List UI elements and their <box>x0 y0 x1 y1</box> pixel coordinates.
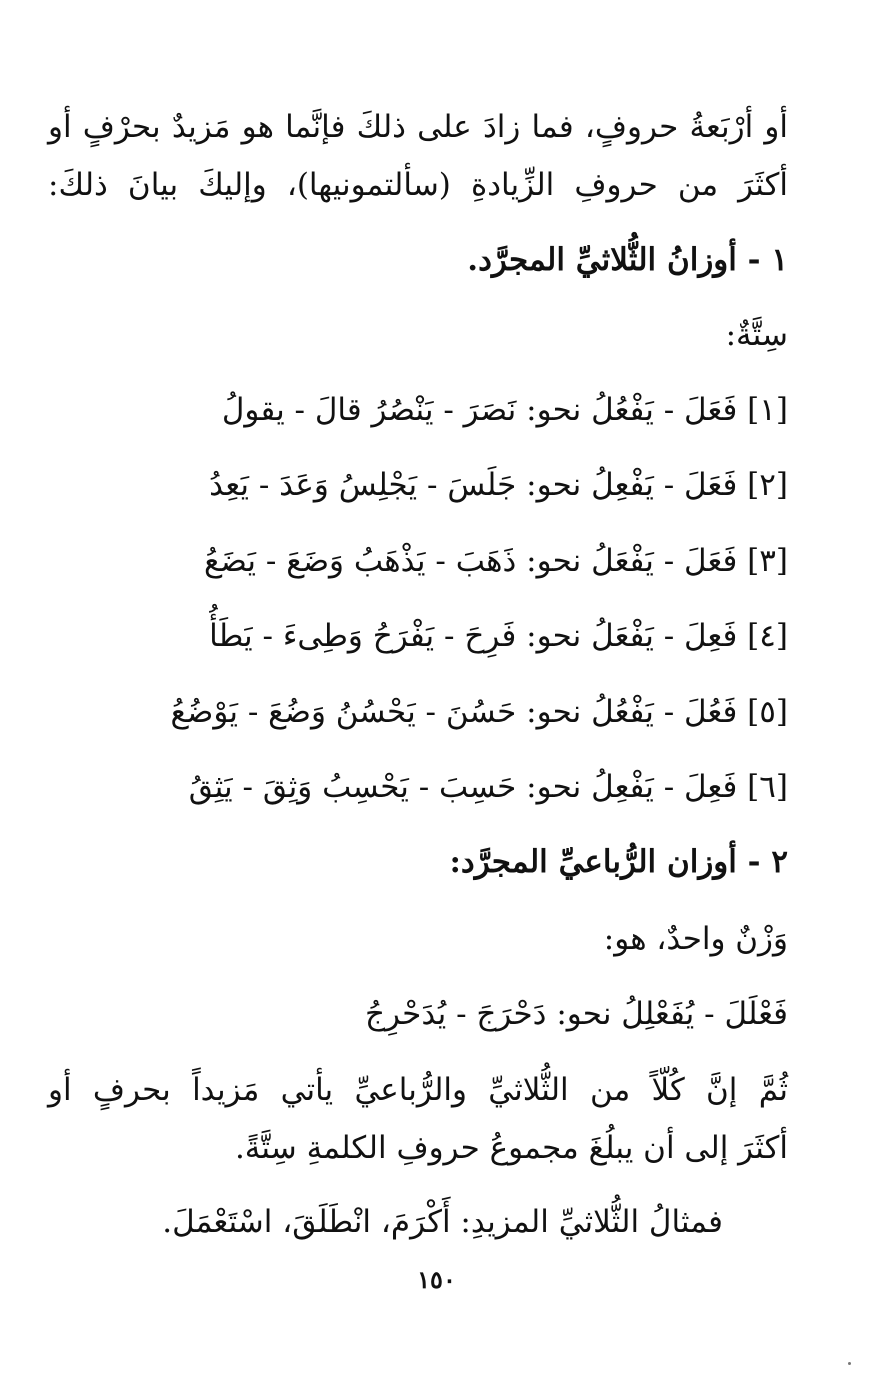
page-number: ١٥٠ <box>417 1265 456 1294</box>
paragraph-line: سِتَّةٌ: <box>725 317 788 353</box>
pattern-row: [٤] فَعِلَ - يَفْعَلُ نحو: فَرِحَ - يَفْرَحُ وَطِىءَ - يَطَأُ <box>209 618 788 654</box>
pattern-row: [٣] فَعَلَ - يَفْعَلُ نحو: ذَهَبَ - يَذْهَبُ وَضَعَ - يَضَعُ <box>204 543 788 579</box>
paragraph-line: ثُمَّ إنَّ كُلّاً من الثُّلاثيِّ والرُّباعيِّ يأتي مَزيداً بحرفٍ أو <box>48 1072 788 1108</box>
section-heading: ٢ - أوزان الرُّباعيِّ المجرَّد: <box>449 844 788 880</box>
paragraph-line: وَزْنٌ واحدٌ، هو: <box>603 921 788 957</box>
paragraph-line: أكثَرَ إلى أن يبلُغَ مجموعُ حروفِ الكلمةِ سِتَّةً. <box>234 1130 788 1166</box>
section-heading: ١ - أوزانُ الثُّلاثيِّ المجرَّد. <box>467 242 788 278</box>
pattern-row: [٦] فَعِلَ - يَفْعِلُ نحو: حَسِبَ - يَحْسِبُ وَثِقَ - يَثِقُ <box>188 769 788 805</box>
paragraph-line: أو أرْبَعةُ حروفٍ، فما زادَ على ذلكَ فإنَّما هو مَزيدٌ بحرْفٍ أو <box>48 109 788 145</box>
paragraph-line: أكثَرَ من حروفِ الزِّيادةِ (سألتمونيها)، وإليكَ بيانَ ذلكَ: <box>48 167 788 203</box>
pattern-row: [١] فَعَلَ - يَفْعُلُ نحو: نَصَرَ - يَنْصُرُ قالَ - يقولُ <box>221 392 788 428</box>
paragraph-line: فَعْلَلَ - يُفَعْلِلُ نحو: دَحْرَجَ - يُدَحْرِجُ <box>365 996 788 1032</box>
scan-speck <box>848 1362 851 1365</box>
pattern-row: [٥] فَعُلَ - يَفْعُلُ نحو: حَسُنَ - يَحْسُنُ وَضُعَ - يَوْضُعُ <box>170 694 788 730</box>
pattern-row: [٢] فَعَلَ - يَفْعِلُ نحو: جَلَسَ - يَجْلِسُ وَعَدَ - يَعِدُ <box>209 467 788 503</box>
paragraph-line: فمثالُ الثُّلاثيِّ المزيدِ: أَكْرَمَ، انْطَلَقَ، اسْتَعْمَلَ. <box>162 1204 723 1240</box>
